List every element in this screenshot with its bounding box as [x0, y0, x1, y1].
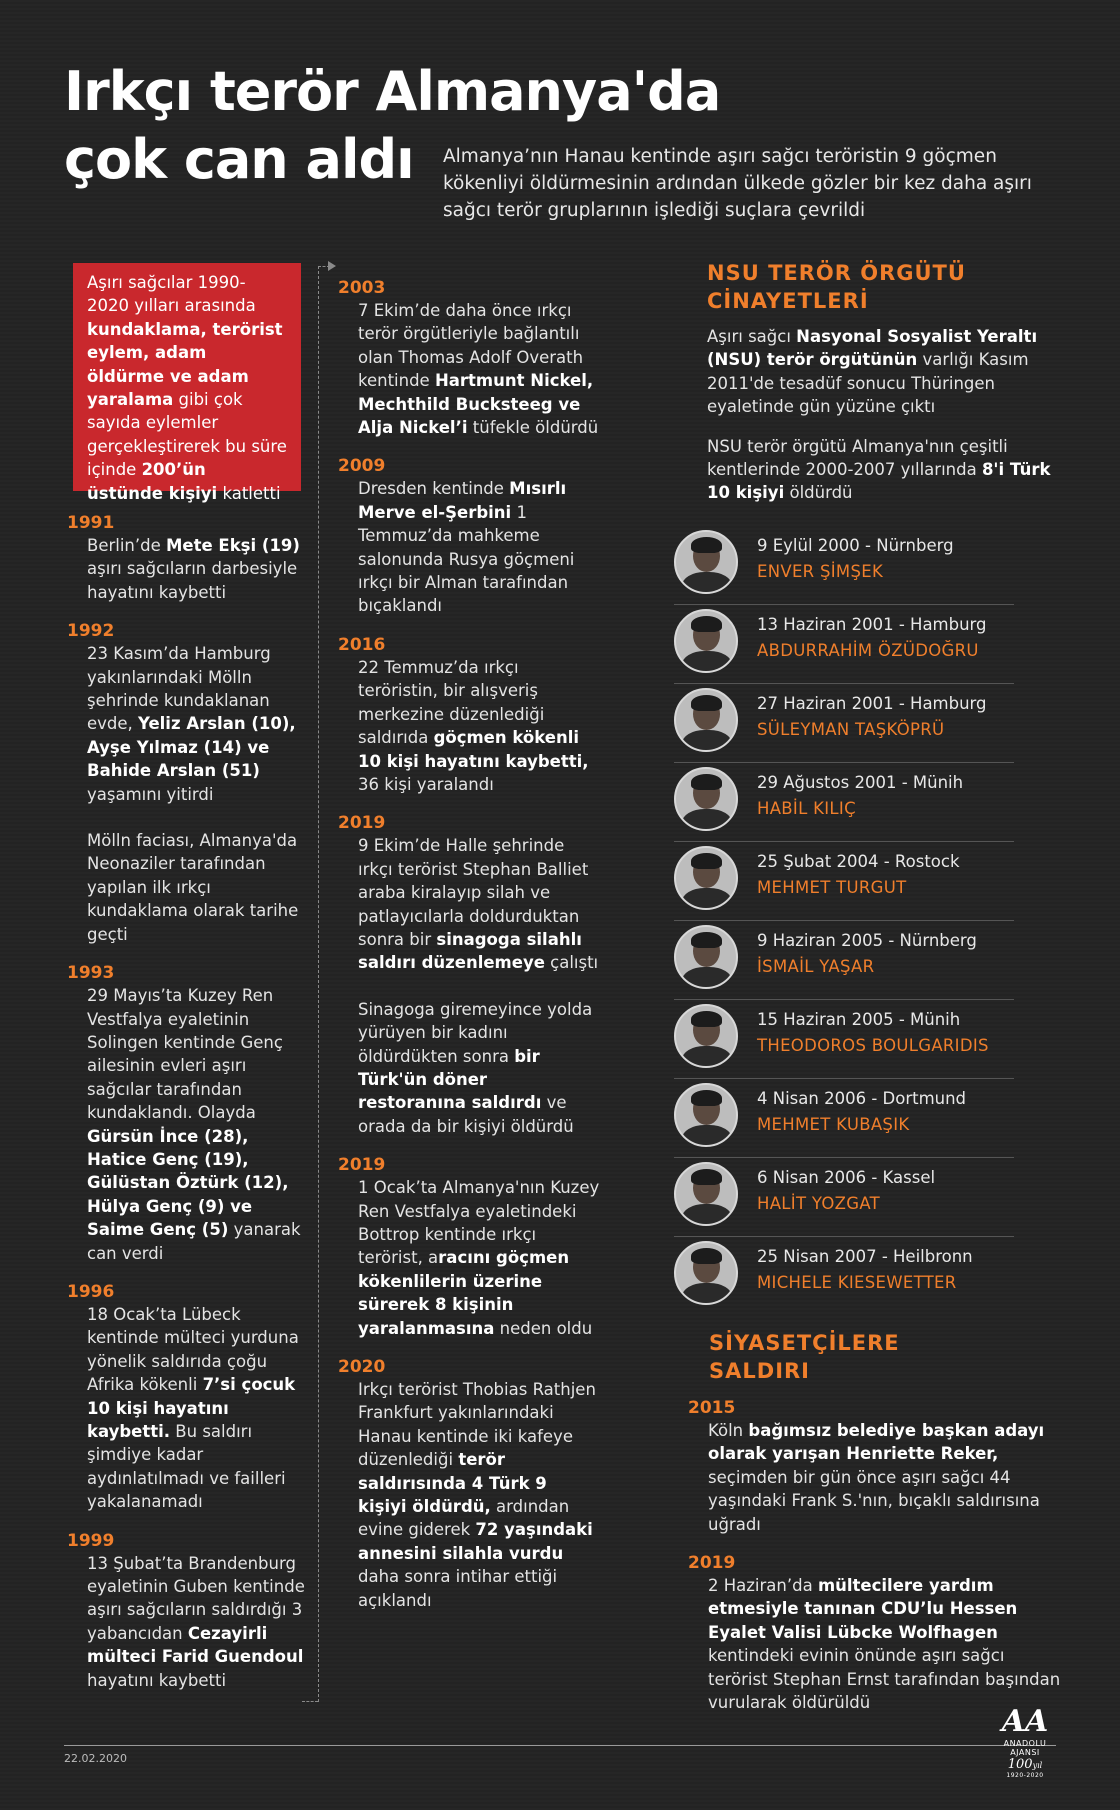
title-line-2: çok can aldı [64, 128, 414, 191]
nsu-description: Aşırı sağcı Nasyonal Sosyalist Yeraltı (NSU) terör örgütünün varlığı Kasım 2011'de tesadüf sonucu Thüringen eyaletinde gün yüzüne çıktı NSU terör örgütü Almanya'nın çeşitli kentlerinde 2000-2007 yıllarında 8'i Türk 10 kişiyi öldürdü [707, 327, 1051, 503]
victim-item: 9 Eylül 2000 - Nürnberg ENVER ŞİMŞEK [674, 526, 1014, 605]
victim-item: 25 Nisan 2007 - Heilbronn MICHELE KIESEWETTER [674, 1237, 1014, 1315]
event-2003: 2003 7 Ekim’de daha önce ırkçı terör örgütleriyle bağlantılı olan Thomas Adolf Overath kentinde Hartmunt Nickel, Mechthild Bucksteeg ve Alja Nickel’i tüfekle öldürdü [338, 278, 599, 438]
victim-item: 27 Haziran 2001 - Hamburg SÜLEYMAN TAŞKÖPRÜ [674, 684, 1014, 763]
event-2015: 2015 Köln bağımsız belediye başkan adayı olarak yarışan Henriette Reker, seçimden bir gün önce aşırı sağcı 44 yaşındaki Frank S.'nın, bıçaklı saldırısına uğradı [688, 1398, 1045, 1534]
footer-divider [64, 1745, 1056, 1746]
portrait-photo [674, 767, 738, 831]
nsu-title: NSU TERÖR ÖRGÜTÜ CİNAYETLERİ [707, 261, 966, 313]
timeline-arrow [328, 261, 336, 271]
victim-item: 4 Nisan 2006 - Dortmund MEHMET KUBAŞIK [674, 1079, 1014, 1158]
middle-timeline [338, 277, 600, 1624]
portrait-photo [674, 846, 738, 910]
anadolu-logo: AA ANADOLU AJANSI 100yıl 1920-2020 [990, 1705, 1060, 1785]
event-1996: 1996 18 Ocak’ta Lübeck kentinde mülteci yurduna yönelik saldırıda çoğu Afrika kökenli 7’si çocuk 10 kişi hayatını kaybetti. Bu saldırı şimdiye kadar aydınlatılmadı ve failleri yakalanamadı [67, 1281, 299, 1512]
event-1999: 1999 13 Şubat’ta Brandenburg eyaletinin Guben kentinde aşırı sağcıların saldırdığı 3 yabancıdan Cezayirli mülteci Farid Guendoul hayatını kaybetti [67, 1530, 305, 1690]
victim-list [674, 526, 1014, 1315]
event-2019-halle: 2019 9 Ekim’de Halle şehrinde ırkçı terörist Stephan Balliet araba kiralayıp silah ve patlayıcılarla doldurduktan sonra bir sinagoga silahlı saldırı düzenlemeye çalıştı Sinagoga giremeyince yolda yürüyen bir kadını öldürdükten sonra bir Türk'ün döner restoranına saldırdı ve orada da bir kişiyi öldürdü [338, 813, 599, 1136]
portrait-photo [674, 1241, 738, 1305]
event-2020: 2020 Irkçı terörist Thobias Rathjen Frankfurt yakınlarındaki Hanau kentinde iki kafeye düzenlediği terör saldırısında 4 Türk 9 kişiyi öldürdü, ardından evine giderek 72 yaşındaki annesini silahla vurdu daha sonra intihar ettiği açıklandı [338, 1357, 596, 1610]
portrait-photo [674, 1004, 738, 1068]
victim-item: 25 Şubat 2004 - Rostock MEHMET TURGUT [674, 842, 1014, 921]
event-1993: 1993 29 Mayıs’ta Kuzey Ren Vestfalya eyaletinin Solingen kentinde Genç ailesinin evleri aşırı sağcılar tarafından kundaklandı. Olayda Gürsün İnce (28), Hatice Genç (19), Gülüstan Öztürk (12), Hülya Genç (9) ve Saime Genç (5) yanarak can verdi [67, 963, 301, 1263]
timeline-line-left [318, 266, 319, 1702]
title-line-1: Irkçı terör Almanya'da [64, 60, 721, 123]
politicians-timeline [688, 1397, 1068, 1726]
victim-item: 15 Haziran 2005 - Münih THEODOROS BOULGARIDIS [674, 1000, 1014, 1079]
event-2016: 2016 22 Temmuz’da ırkçı teröristin, bir alışveriş merkezine düzenlediği saldırıda göçmen kökenli 10 kişi hayatını kaybetti, 36 kişi yaralandı [338, 634, 589, 794]
portrait-photo [674, 925, 738, 989]
event-2019-politician: 2019 2 Haziran’da mültecilere yardım etmesiyle tanınan CDU’lu Hessen Eyalet Valisi Lübcke Wolfhagen kentindeki evinin önünde aşırı sağcı terörist Stephan Ernst tarafından başından vurularak öldürüldü [688, 1553, 1061, 1713]
aa-logo-icon: AA [1001, 1704, 1049, 1739]
portrait-photo [674, 609, 738, 673]
event-2009: 2009 Dresden kentinde Mısırlı Merve el-Şerbini 1 Temmuz’da mahkeme salonunda Rusya göçmeni ırkçı bir Alman tarafından bıçaklandı [338, 456, 575, 616]
portrait-photo [674, 688, 738, 752]
victim-item: 13 Haziran 2001 - Hamburg ABDURRAHİM ÖZÜDOĞRU [674, 605, 1014, 684]
publish-date: 22.02.2020 [64, 1752, 127, 1765]
portrait-photo [674, 1083, 738, 1147]
subtitle: Almanya’nın Hanau kentinde aşırı sağcı teröristin 9 göçmen kökenliyi öldürmesinin ardından ülkede gözler bir kez daha aşırı sağcı terör gruplarının işlediği suçlara çevrildi [443, 146, 1032, 221]
event-1992: 1992 23 Kasım’da Hamburg yakınlarındaki Mölln şehrinde kundaklanan evde, Yeliz Arslan (10), Ayşe Yılmaz (14) ve Bahide Arslan (51) yaşamını yitirdi Mölln faciası, Almanya'da Neonaziler tarafından yapılan ilk ırkçı kundaklama olarak tarihe geçti [67, 621, 299, 944]
left-timeline [67, 512, 307, 1704]
event-1991: 1991 Berlin’de Mete Ekşi (19) aşırı sağcıların darbesiyle hayatını kaybetti [67, 513, 300, 602]
intro-box: Aşırı sağcılar 1990-2020 yılları arasında kundaklama, terörist eylem, adam öldürme ve adam yaralama gibi çok sayıda eylemler gerçekleştirerek bu süre içinde 200’ün üstünde kişiyi katletti [73, 263, 301, 491]
portrait-photo [674, 530, 738, 594]
event-2019-bottrop: 2019 1 Ocak’ta Almanya'nın Kuzey Ren Vestfalya eyaletindeki Bottrop kentinde ırkçı terörist, aracını göçmen kökenlilerin üzerine sürerek 8 kişinin yaralanmasına neden oldu [338, 1155, 600, 1338]
victim-item: 9 Haziran 2005 - Nürnberg İSMAİL YAŞAR [674, 921, 1014, 1000]
victim-item: 6 Nisan 2006 - Kassel HALİT YOZGAT [674, 1158, 1014, 1237]
victim-item: 29 Ağustos 2001 - Münih HABİL KILIÇ [674, 763, 1014, 842]
politicians-title: SİYASETÇİLERE SALDIRI [709, 1331, 900, 1383]
portrait-photo [674, 1162, 738, 1226]
